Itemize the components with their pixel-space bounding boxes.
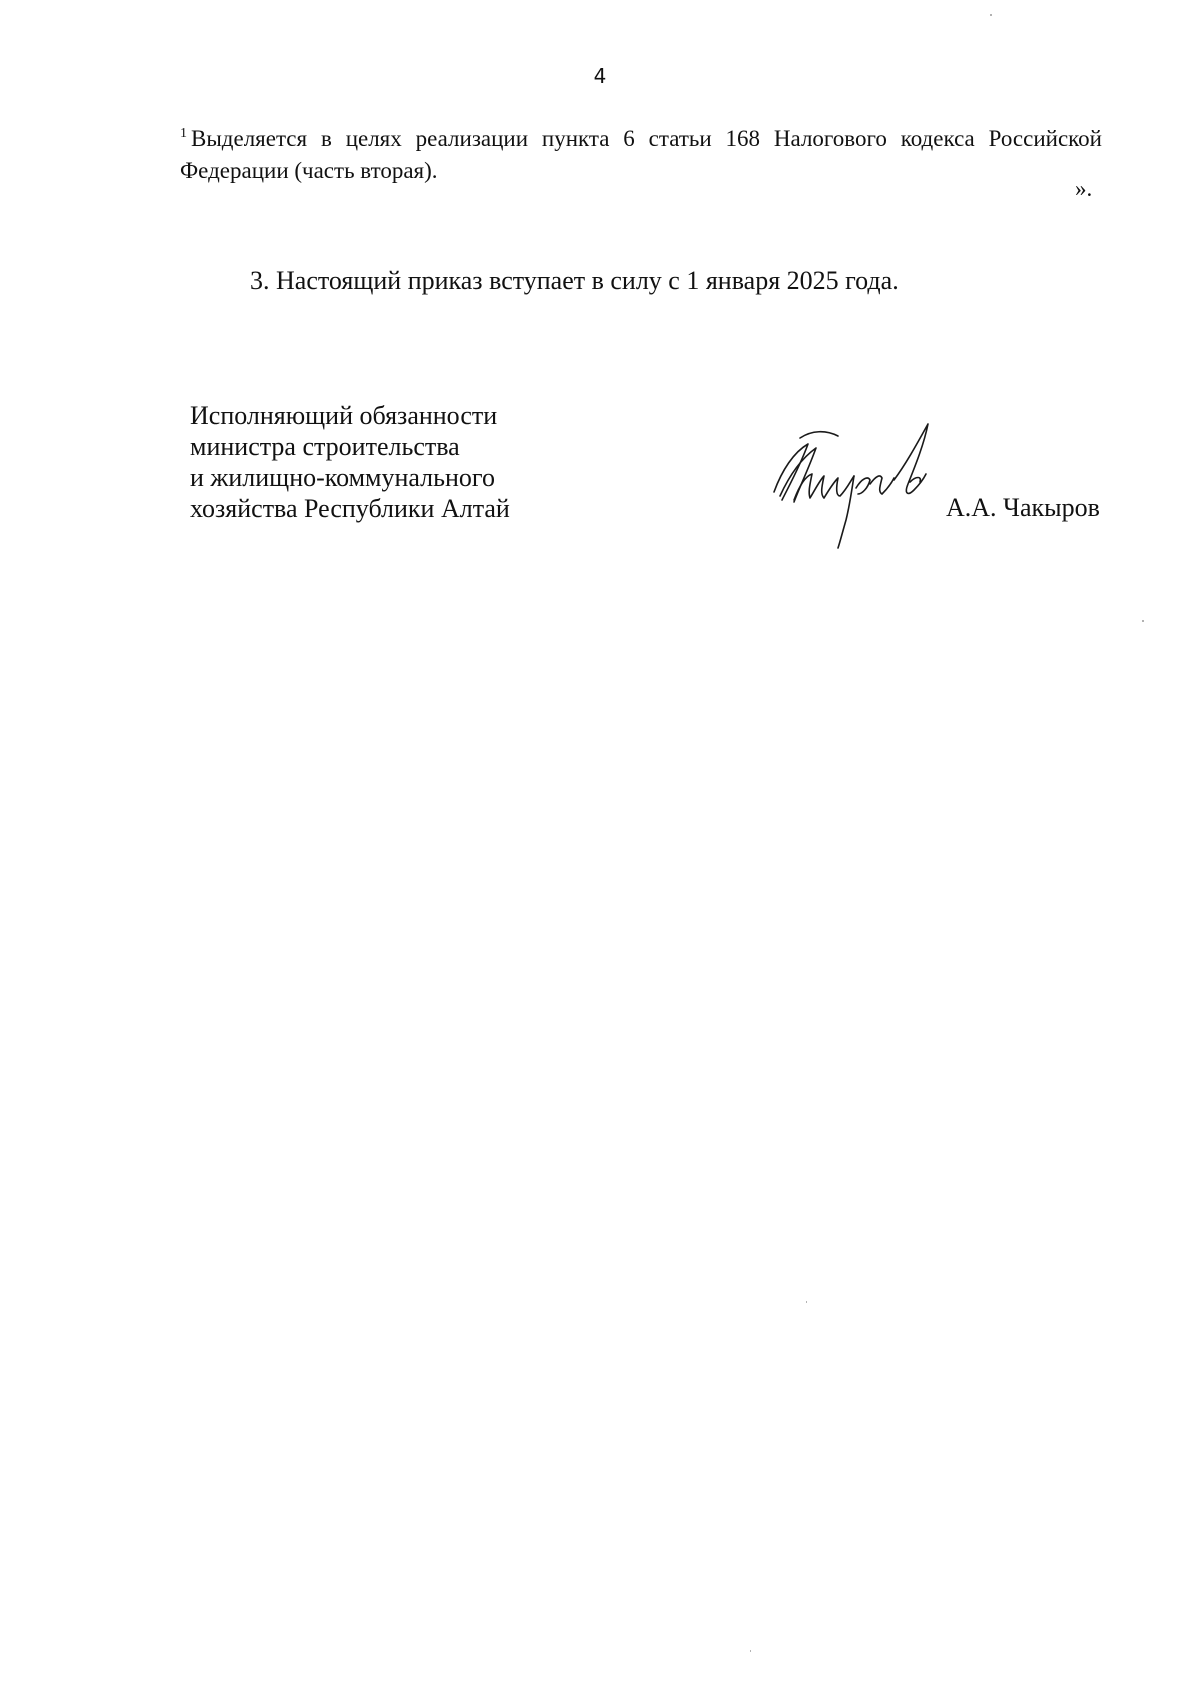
scan-speck	[750, 1650, 751, 1652]
signatory-name: А.А. Чакыров	[946, 493, 1100, 522]
handwritten-signature	[760, 418, 970, 556]
signatory-title-line: и жилищно-коммунального	[190, 463, 495, 492]
footnote	[180, 118, 1102, 187]
closing-quote: ».	[1075, 176, 1093, 201]
signatory-title-line: хозяйства Республики Алтай	[190, 494, 510, 523]
scan-speck	[1142, 620, 1144, 622]
page-number: 4	[593, 64, 607, 88]
clause-3: 3. Настоящий приказ вступает в силу с 1 января 2025 года.	[250, 266, 899, 295]
footnote-marker: 1	[180, 126, 187, 141]
signatory-title-line: Исполняющий обязанности	[190, 401, 498, 430]
scan-speck	[806, 1301, 807, 1303]
scan-speck	[990, 14, 992, 16]
footnote-text: Выделяется в целях реализации пункта 6 статьи 168 Налогового кодекса Российской Федерации (часть вторая).	[180, 126, 1102, 183]
signatory-title	[190, 400, 610, 524]
signatory-title-line: министра строительства	[190, 432, 460, 461]
